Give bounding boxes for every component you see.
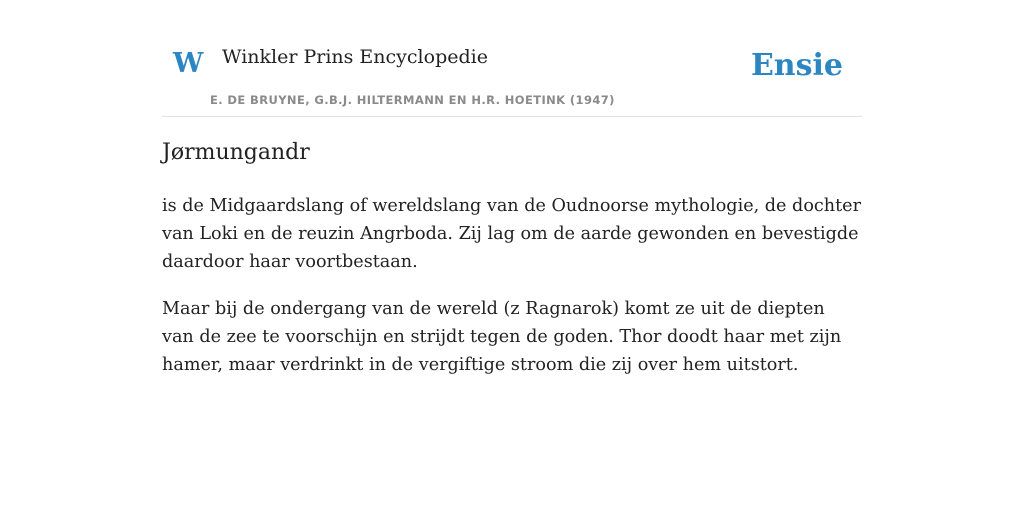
entry-title: Jørmungandr	[162, 140, 310, 165]
source-title[interactable]: Winkler Prins Encyclopedie	[222, 46, 488, 68]
source-header	[162, 0, 862, 117]
article-container	[162, 0, 862, 375]
entry-paragraph: is de Midgaardslang of wereldslang van de Oudnoorse mythologie, de dochter van Loki en de reuzin Angrboda. Zij lag om de aarde gewonden en bevestigde daardoor haar voortbestaan.	[162, 196, 861, 272]
ensie-brand-link[interactable]: Ensie	[750, 48, 843, 83]
winkler-prins-logo: W	[173, 48, 204, 79]
entry-paragraph: Maar bij de ondergang van de wereld (z Ragnarok) komt ze uit de diepten van de zee te voorschijn en strijdt tegen de goden. Thor doodt haar met zijn hamer, maar verdrinkt in de vergiftige stroom die zij over hem uitstort.	[162, 299, 842, 375]
source-authors: E. DE BRUYNE, G.B.J. HILTERMANN EN H.R. HOETINK (1947)	[210, 93, 615, 107]
